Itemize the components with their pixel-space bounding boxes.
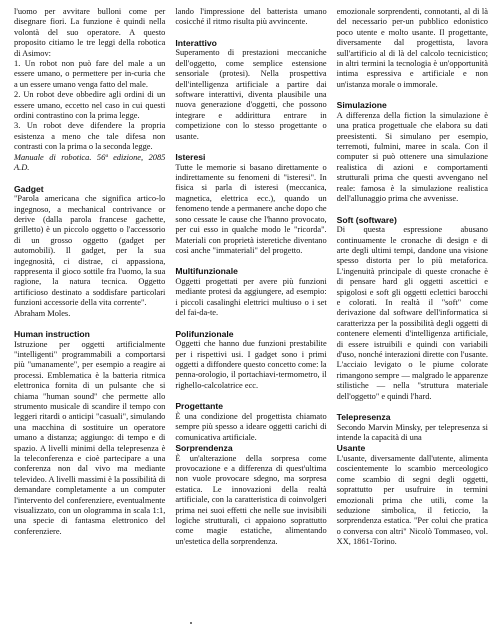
glossary-term-heading: Usante	[336, 443, 366, 454]
glossary-paragraph: 2. Un robot deve obbedire agli ordini di un essere umano, eccetto nel caso in cui questi ordini contrastino con la prima legge.	[14, 90, 166, 121]
paragraph-spacer	[337, 90, 488, 100]
glossary-paragraph: "Parola americana che significa artico-lo ingegnoso, a mechanical contrivance or derive (dalla parola francese gachette, grilletto) è un piccolo oggetto o l'accessorio di un grosso oggetto (gadget per automobili). Il gadget, per la sua ingegnosità, ci distrae, ci appassiona, rappresenta il gioco sottile fra l'uomo, la sua ragione, la natura tecnica. Oggetto artificioso destinato a soddisfare particolari funzioni accessorie della vita corrente".	[14, 194, 166, 308]
glossary-term-heading: Gadget	[14, 183, 44, 194]
glossary-paragraph: A differenza della fiction la simulazione è una pratica progettuale che elabora su dati preesistenti. Si simulano per esempio, terremoti, fulmini, maree in scala. Con il computer si può ottenere una simulazione realistica di azioni e comportamenti strutturali prima che questi avvengano nel reale: famosa è la simulazione realistica dell'allunaggio prima che avvenisse.	[336, 110, 488, 204]
glossary-term-heading: Simulazione	[336, 100, 387, 111]
glossary-paragraph: l'uomo per avvitare bulloni come per disegnare fiori. La funzione è quindi nella volontà del suo operatore. A questo proposito citiamo le tre leggi della robotica di Asimov:	[14, 7, 166, 58]
glossary-term-heading: Polifunzionale	[175, 328, 234, 339]
glossary-paragraph: L'usante, diversamente dall'utente, alimenta coscientemente lo scambio merceologico come scambio di segni degli oggetti, soprattutto per usufruire in termini emozionali prima che utili, come la seduzione simbolica, il feticcio, la sorprendenza estatica. "Per colui che pratica o conversa con altri" Nicolò Tommaseo, vol. XX, 1861-Torino.	[336, 454, 488, 547]
glossary-paragraph: Manuale di robotica. 56ª edizione, 2085 A.D.	[14, 152, 166, 173]
glossary-term-heading: Progettante	[175, 401, 224, 412]
glossary-paragraph: lando l'impressione del batterista umano cosicché il ritmo risulta più avvincente.	[175, 7, 327, 27]
glossary-term-heading: Soft (software)	[336, 214, 397, 225]
paragraph-spacer	[175, 28, 326, 38]
glossary-term-heading: Telepresenza	[336, 412, 391, 422]
glossary-paragraph: Oggetti che hanno due funzioni prestabilite per i rispettivi usi. I gadget sono i primi oggetti a diffondere questo concetto come: la penna-orologio, il portachiavi-termometro, il righello-calcolatrice ecc.	[175, 339, 327, 390]
paragraph-spacer	[175, 142, 326, 152]
paragraph-spacer	[337, 205, 488, 215]
glossary-paragraph: Superamento di prestazioni meccaniche dell'oggetto, come semplice estensione sensoriale (protesi). Nella prospettiva dell'intelligenza artificiale a partire dai software interattivi, diventa plausibile una nuova generazione d'oggetti, che possono integrare e addirittura entrare in competizione con lo stesso progettante o usante.	[175, 48, 327, 141]
glossary-paragraph: È una condizione del progettista chiamato sempre più spesso a ideare oggetti carichi di comunicativa artificiale.	[175, 411, 327, 442]
glossary-paragraph: 3. Un robot deve difendere la propria esistenza a meno che tale difesa non contrasti con la prima o la seconda legge.	[14, 121, 166, 152]
glossary-paragraph: 1. Un robot non può fare del male a un essere umano, o permettere per in-curia che a un essere umano venga fatto del male.	[14, 59, 166, 89]
paragraph-spacer	[175, 391, 326, 401]
glossary-term-heading: Interattivo	[175, 37, 217, 48]
glossary-term-heading: Human instruction	[14, 328, 90, 339]
page-mark	[190, 622, 192, 624]
paragraph-spacer	[14, 319, 165, 329]
text-column-left	[14, 7, 165, 632]
paragraph-spacer	[337, 402, 488, 412]
glossary-term-heading: Isteresi	[175, 152, 206, 163]
glossary-term-heading: Multifunzionale	[175, 266, 238, 277]
paragraph-spacer	[175, 319, 326, 329]
glossary-paragraph: Abraham Moles.	[14, 308, 71, 318]
glossary-paragraph: Secondo Marvin Minsky, per telepresenza si intende la capacità di una	[336, 422, 488, 442]
glossary-paragraph: Istruzione per oggetti artificialmente "intelligenti" programmabili a comportarsi più "umanamente", per esempio a reagire ai processi. Emblematica è la batteria ritmica elettronica fornita di un pulsante che si chiama "human sound" che permette allo strumento musicale di scandire il tempo con leggeri ritardi o anticipi "casuali", simulando una macchina di sostituire un operatore umano a distanza; aggiungo: di tempo e di spazio. A livelli minimi della telepresenza è la teleconferenza e cioè partecipare a una conferenza non dal vivo ma mediante televideo. A livelli massimi è la possibilità di demandare completamente a un computer l'intervento del conferenziere, eventualmente visualizzato, con un ologramma in scala 1:1, una specie di fantasma elettronico del conferenziere.	[14, 339, 166, 536]
glossary-paragraph: Tutte le memorie si basano direttamente o indirettamente su fenomeni di "isteresi". In fisica si parla di isteresi (meccanica, magnetica, elettrica ecc.), quando un fenomeno tende a permanere anche dopo che sono cessate le cause che l'hanno provocato, per cui esso in qualche modo le "ricorda". Materiali con proprietà isteretiche diventano così anche "immateriali" del progetto.	[175, 162, 327, 255]
glossary-paragraph: emozionale sorprendenti, connotanti, al di là del necessario per-un pubblico edonistico poco utente e molto usante. Il progettante, diversamente dal progettista, lavora sull'artificio al di là del calcolo tecnicistico; in altri termini la tecnologia è un'opportunità intima espressiva e artificiale e non un'istanza morale o immorale.	[336, 7, 488, 89]
glossary-paragraph: Di questa espressione abusano continuamente le cronache di design e di arte degli ultimi tempi, dandone una visione spesso distorta per lo più metaforica. L'ingenuità principale di queste cronache è di pensare hard gli oggetti ascettici e spigolosi e soft gli oggetti eclettici barocchi e colorati. In realtà il "soft" come derivazione dal software dell'informatica si caratterizza per la possibilità degli oggetti di contenere elementi d'intelligenza artificiale, di essere istruibili e quindi con variabili d'uso, nonché interazioni dirette con l'usante. L'acciaio levigato o le piume colorate rimangono sempre — malgrado le apparenze stilistiche — nella "struttura materiale dell'oggetto" e quindi l'hard.	[336, 225, 488, 401]
glossary-paragraph: Oggetti progettati per avere più funzioni mediante protesi da aggiungere, ad esempio: i piccoli casalinghi elettrici multiuso o i set del fai-da-te.	[175, 276, 327, 318]
text-column-middle	[175, 7, 326, 632]
paragraph-spacer	[14, 174, 165, 184]
text-column-right	[337, 7, 488, 632]
glossary-term-heading: Sorprendenza	[175, 442, 233, 453]
glossary-paragraph: È un'alterazione della sorpresa come provocazione e a differenza di quest'ultima non vuole provocare sdegno, ma sorpresa estatica. Le innovazioni della realtà artificiale, con la caratteristica di coinvolgeri prima nei suoi effetti che nelle sue invisibili logiche strutturali, ci appaiono soprattutto come magie estatiche, alimentando un'estetica della sorprendenza.	[175, 453, 327, 546]
paragraph-spacer	[175, 256, 326, 266]
